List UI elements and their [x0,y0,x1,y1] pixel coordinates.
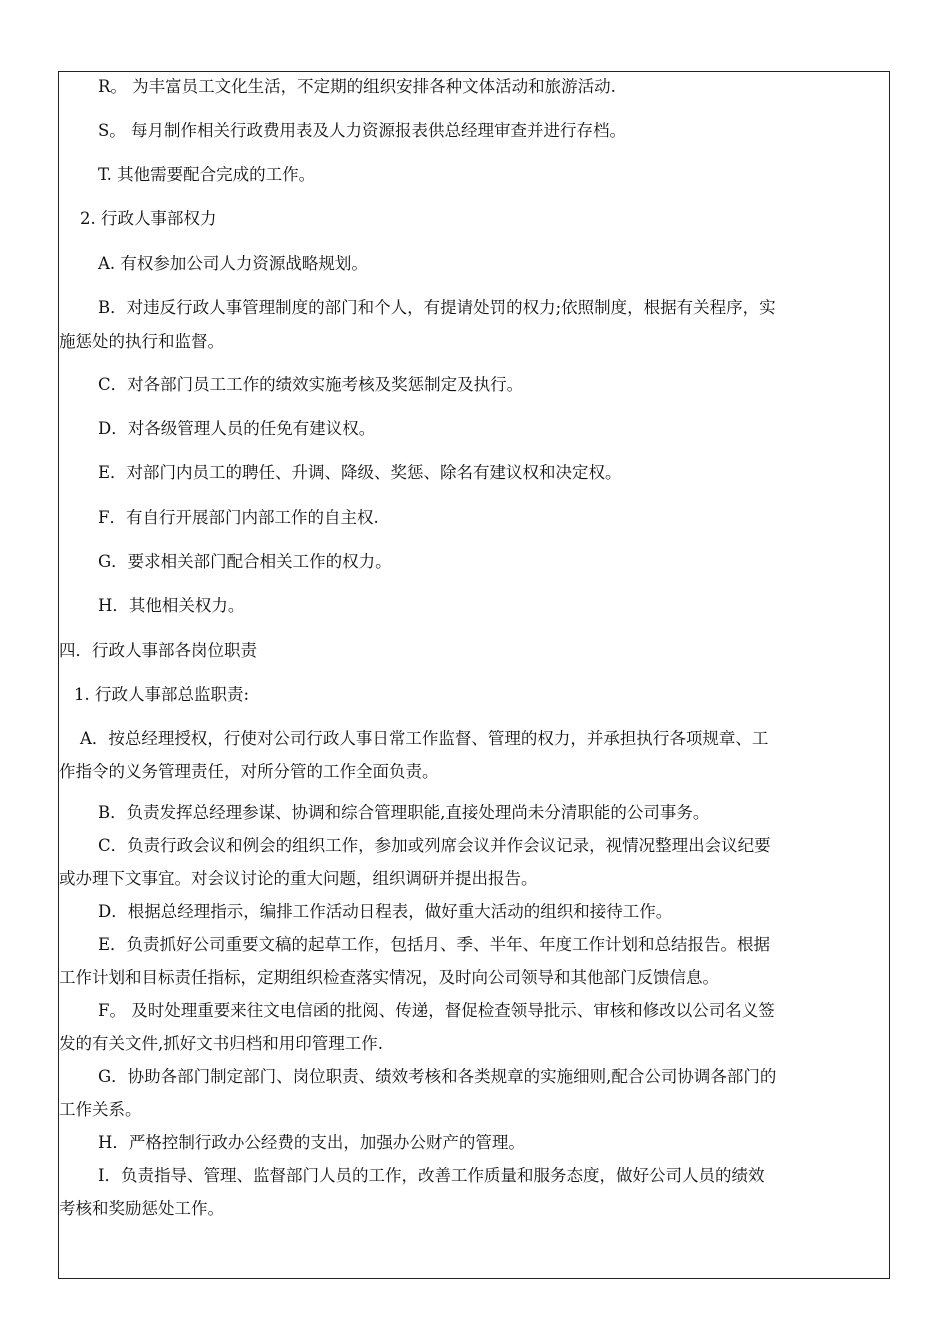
duty-c-cont: 或办理下文事宜。对会议讨论的重大问题，组织调研并提出报告。 [59,869,538,888]
section-2-heading: 2. 行政人事部权力 [80,209,217,228]
duty-e-cont: 工作计划和目标责任指标，定期组织检查落实情况，及时向公司领导和其他部门反馈信息。 [59,968,719,987]
power-g: G．要求相关部门配合相关工作的权力。 [98,552,392,571]
duty-c: C．负责行政会议和例会的组织工作，参加或列席会议并作会议记录，视情况整理出会议纪要 [98,836,771,855]
duty-d: D．根据总经理指示，编排工作活动日程表，做好重大活动的组织和接待工作。 [98,902,673,921]
power-h: H．其他相关权力。 [98,596,245,615]
power-e: E．对部门内员工的聘任、升调、降级、奖惩、除名有建议权和决定权。 [98,463,622,482]
power-c: C．对各部门员工工作的绩效实施考核及奖惩制定及执行。 [98,375,524,394]
section-4-heading: 四．行政人事部各岗位职责 [59,641,257,660]
duty-i: I．负责指导、管理、监督部门人员的工作，改善工作质量和服务态度，做好公司人员的绩效 [98,1166,765,1185]
item-t: T. 其他需要配合完成的工作。 [98,165,316,184]
duty-a: A．按总经理授权，行使对公司行政人事日常工作监督、管理的权力，并承担执行各项规章、工 [80,729,769,748]
duty-h: H．严格控制行政办公经费的支出，加强办公财产的管理。 [98,1133,525,1152]
power-a: A. 有权参加公司人力资源战略规划。 [98,254,368,273]
duty-f-cont: 发的有关文件,抓好文书归档和用印管理工作. [59,1034,383,1053]
duty-i-cont: 考核和奖励惩处工作。 [59,1199,224,1218]
power-d: D．对各级管理人员的任免有建议权。 [98,419,376,438]
duty-g-cont: 工作关系。 [59,1100,142,1119]
director-duties-heading: 1. 行政人事部总监职责: [74,685,250,704]
power-b-cont: 施惩处的执行和监督。 [59,332,224,351]
item-r: R。 为丰富员工文化生活，不定期的组织安排各种文体活动和旅游活动. [98,77,616,96]
power-f: F．有自行开展部门内部工作的自主权. [98,508,379,527]
power-b: B．对违反行政人事管理制度的部门和个人，有提请处罚的权力;依照制度，根据有关程序，实 [98,298,776,317]
duty-f: F。 及时处理重要来往文电信函的批阅、传递，督促检查领导批示、审核和修改以公司名义签 [98,1001,775,1020]
document-frame [58,71,890,1279]
duty-b: B．负责发挥总经理参谋、协调和综合管理职能,直接处理尚未分清职能的公司事务。 [98,803,710,822]
item-s: S。 每月制作相关行政费用表及人力资源报表供总经理审查并进行存档。 [98,121,627,140]
duty-g: G．协助各部门制定部门、岗位职责、绩效考核和各类规章的实施细则,配合公司协调各部门的 [98,1067,777,1086]
duty-e: E．负责抓好公司重要文稿的起草工作，包括月、季、半年、年度工作计划和总结报告。根据 [98,935,771,954]
duty-a-cont: 作指令的义务管理责任，对所分管的工作全面负责。 [59,762,439,781]
